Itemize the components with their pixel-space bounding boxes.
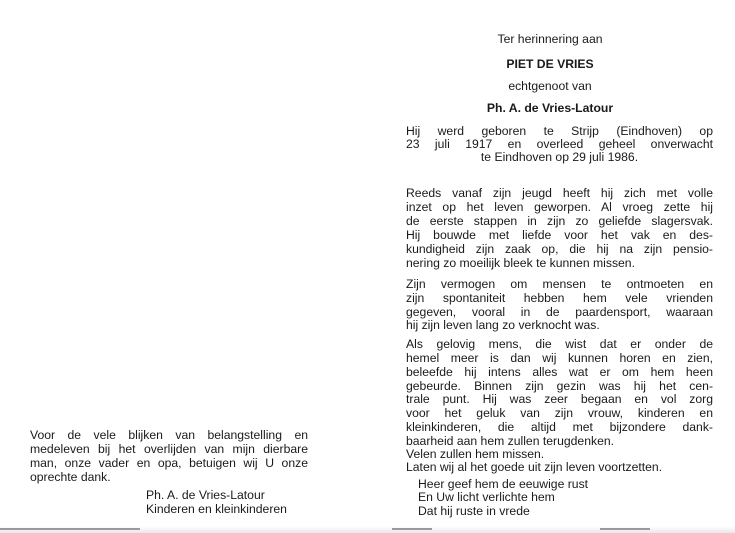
paragraph1-line: Hij bouwde met liefde voor het vak en des- [406,228,713,242]
signature-line: Ph. A. de Vries-Latour [146,488,265,502]
paragraph3-line: voor het geluk van zijn vrouw, kinderen en [406,406,713,420]
thanks-line: medeleven bij het overlijden van mijn dierbare [30,442,308,456]
paragraph1-line: nering zo moeilijk bleek te kunnen missen. [406,256,635,270]
birth-line: te Eindhoven op 29 juli 1986. [480,150,639,164]
paragraph1-line: de eerste stappen in zijn zo geliefde slagersvak. [406,214,713,228]
paragraph2-line: hij zijn leven lang zo verknocht was. [406,318,600,332]
spouse-name: Ph. A. de Vries-Latour [486,101,614,115]
birth-line: 23 juli 1917 en overleed geheel onverwacht [406,137,713,151]
paragraph3-line: trale punt. Hij was zeer begaan en vol zorg [406,392,713,406]
birth-line: Hij werd geboren te Strijp (Eindhoven) op [406,124,713,138]
paragraph3-line: hemel meer is dan wij kunnen horen en zien, [406,351,713,365]
paragraph1-line: kundigheid zijn zaak op, die hij na zijn pensio- [406,242,713,256]
prayer-line: Dat hij ruste in vrede [418,504,530,518]
paragraph3-line: baarheid aan hem zullen terugdenken. [406,434,615,448]
edge-mark [392,528,432,530]
prayer-line: Heer geef hem de eeuwige rust [418,477,589,491]
paragraph3-line: kleinkinderen, die altijd met bijzondere dank- [406,420,713,434]
thanks-line: Voor de vele blijken van belangstelling en [30,428,308,442]
paragraph2-line: zijn spontaniteit hebben hem vele vrienden [406,291,713,305]
paragraph2-line: gegeven, vooral in de paardensport, waaraan [406,305,713,319]
paragraph1-line: inzet op het leven geworpen. Al vroeg zette hij [406,200,713,214]
paragraph3-line: Laten wij al het goede uit zijn leven voortzetten. [406,460,663,474]
paragraph2-line: Zijn vermogen om mensen te ontmoeten en [406,277,713,291]
paragraph3-line: gebeurde. Binnen zijn gezin was hij het cen- [406,379,713,393]
paragraph3-line: beleefde hij intens alles wat er om hem heen [406,365,713,379]
thanks-line: oprechte dank. [30,470,111,484]
paragraph1-line: Reeds vanaf zijn jeugd heeft hij zich met volle [406,186,713,200]
relation-line: echtgenoot van [508,79,592,93]
deceased-name: PIET DE VRIES [506,57,594,71]
edge-mark [0,528,140,530]
prayer-line: En Uw licht verlichte hem [418,490,555,504]
paragraph3-line: Als gelovig mens, die wist dat er onder de [406,337,713,351]
signature-line: Kinderen en kleinkinderen [146,502,287,516]
edge-mark [600,528,650,530]
paragraph3-line: Velen zullen hem missen. [406,447,545,461]
intro-line: Ter herinnering aan [497,32,603,46]
thanks-line: man, onze vader en opa, betuigen wij U onze [30,456,308,470]
